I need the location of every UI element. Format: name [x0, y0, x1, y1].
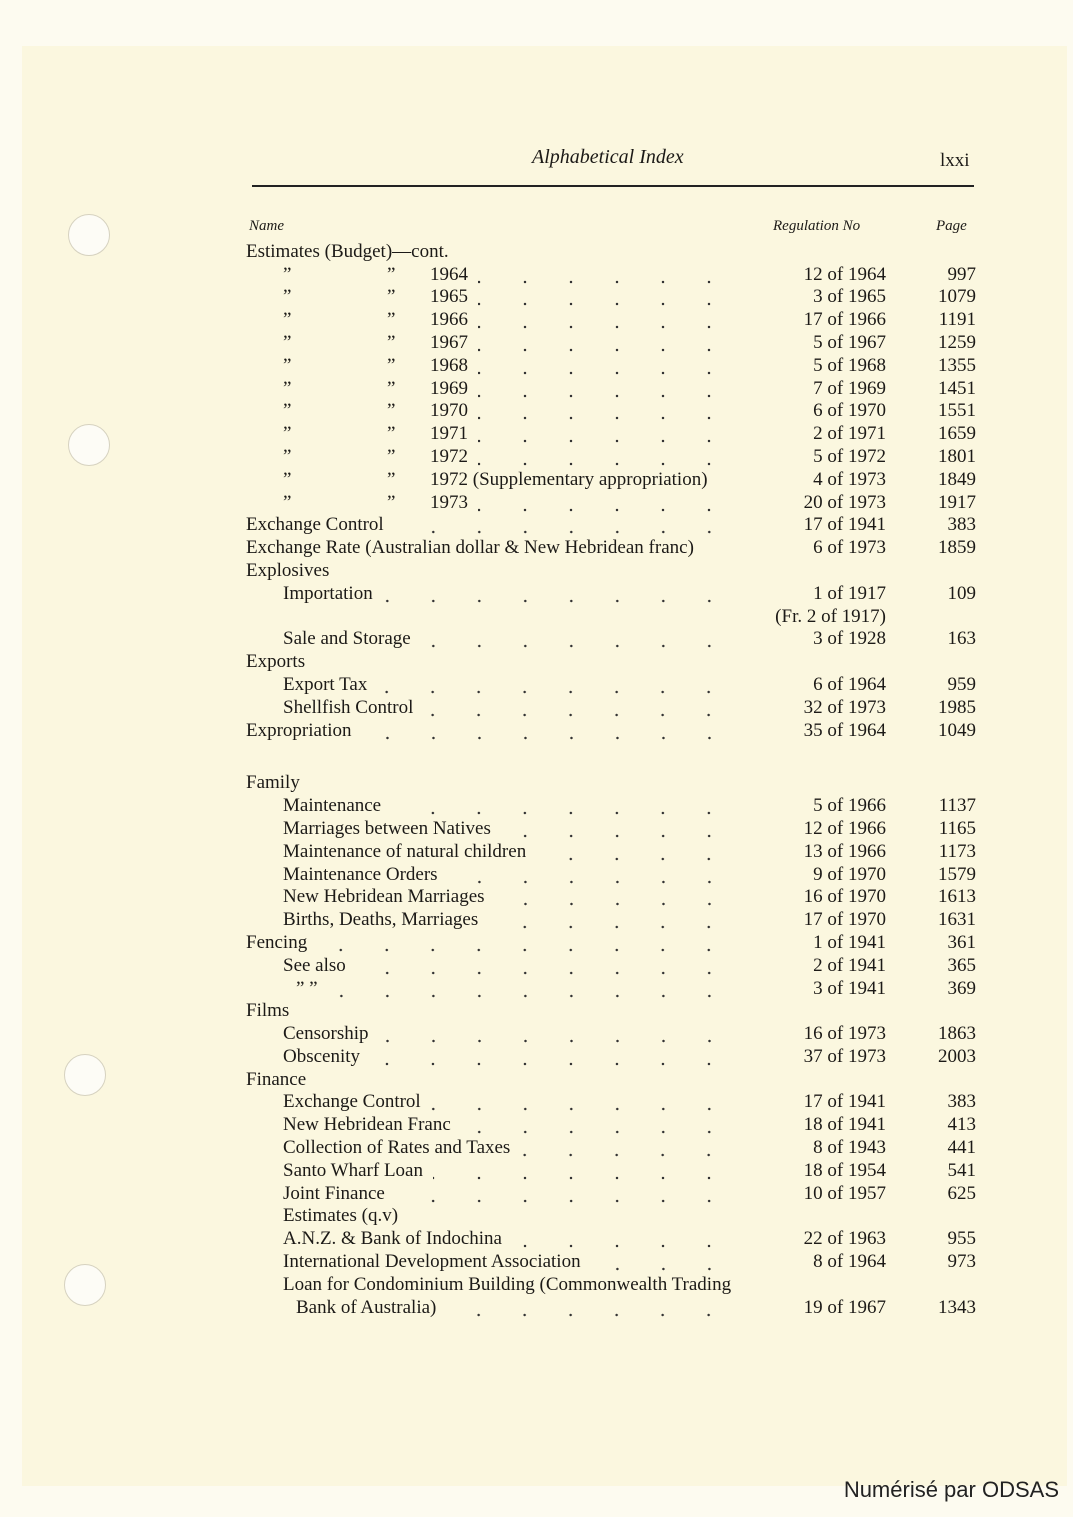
index-entry	[246, 696, 976, 719]
index-entry	[246, 1113, 976, 1136]
entry-name: Importation	[283, 582, 373, 604]
index-entry	[246, 840, 976, 863]
dot-leader	[383, 583, 732, 605]
regulation-number: 1 of 1917	[813, 582, 886, 604]
punch-hole	[68, 424, 110, 466]
ditto-mark: ”	[387, 286, 396, 308]
entry-name: 1971	[430, 423, 468, 445]
regulation-number: 19 of 1967	[803, 1296, 886, 1318]
index-entry	[246, 605, 976, 628]
regulation-number: 16 of 1970	[803, 886, 886, 908]
regulation-number: 17 of 1970	[803, 909, 886, 931]
regulation-number: 6 of 1973	[813, 537, 886, 559]
ditto-mark: ”	[283, 400, 292, 422]
ditto-mark: ”	[283, 286, 292, 308]
page-reference: 1985	[938, 696, 976, 718]
dot-leader	[379, 1023, 733, 1045]
entry-name: A.N.Z. & Bank of Indochina	[283, 1228, 502, 1250]
index-entry	[246, 1022, 976, 1045]
index-entry	[246, 468, 976, 491]
ditto-mark: ”	[283, 491, 292, 513]
regulation-number: 17 of 1966	[803, 309, 886, 331]
ditto-mark: ”	[283, 445, 292, 467]
regulation-number: 3 of 1928	[813, 628, 886, 650]
regulation-number: 5 of 1972	[813, 445, 886, 467]
page-reference: 383	[947, 514, 976, 536]
ditto-mark: ”	[387, 377, 396, 399]
dot-leader	[446, 1297, 732, 1319]
page-reference: 1579	[938, 863, 976, 885]
page-reference: 163	[947, 628, 976, 650]
entry-name: Censorship	[283, 1023, 369, 1045]
entry-name: Finance	[246, 1068, 307, 1090]
page-reference: 1137	[938, 795, 976, 817]
digitization-credit: Numérisé par ODSAS	[843, 1477, 1059, 1502]
entry-name: Joint Finance	[283, 1182, 385, 1204]
page-reference: 1165	[938, 817, 976, 839]
entry-name: Marriages between Natives	[283, 817, 491, 839]
page-reference: 1049	[938, 719, 976, 741]
page-reference: 1863	[938, 1023, 976, 1045]
ditto-mark: ”	[387, 263, 396, 285]
regulation-number: 1 of 1941	[813, 931, 886, 953]
entry-name: 1964	[430, 263, 468, 285]
page-reference: 365	[947, 954, 976, 976]
regulation-number: 18 of 1954	[803, 1159, 886, 1181]
entry-name: Fencing	[246, 931, 308, 953]
punch-hole	[68, 214, 110, 256]
index-entry	[246, 650, 976, 673]
index-entry	[246, 263, 976, 286]
index-entry	[246, 445, 976, 468]
index-entry	[246, 977, 976, 1000]
regulation-number: 2 of 1971	[813, 423, 886, 445]
entry-name: Explosives	[246, 559, 330, 581]
ditto-mark: ”	[387, 423, 396, 445]
entry-name: Expropriation	[246, 719, 352, 741]
entry-name: Collection of Rates and Taxes	[283, 1137, 511, 1159]
dot-leader	[478, 264, 732, 286]
punch-hole	[64, 1264, 106, 1306]
index-entry	[246, 1045, 976, 1068]
regulation-number: 9 of 1970	[813, 863, 886, 885]
dot-leader	[478, 378, 732, 400]
dot-leader	[520, 1137, 732, 1159]
regulation-number: 20 of 1973	[803, 491, 886, 513]
entry-name: Export Tax	[283, 673, 368, 695]
regulation-number: 22 of 1963	[803, 1228, 886, 1250]
index-entry	[246, 331, 976, 354]
regulation-number: 8 of 1964	[813, 1251, 886, 1273]
index-entry	[246, 536, 976, 559]
page-reference: 2003	[938, 1045, 976, 1067]
entry-name: 1973	[430, 491, 468, 513]
dot-leader	[448, 864, 732, 886]
index-entry	[246, 673, 976, 696]
entry-name: Shellfish Control	[283, 696, 414, 718]
page-reference: 997	[947, 263, 976, 285]
page-reference: 625	[947, 1182, 976, 1204]
page-reference: 1173	[938, 840, 976, 862]
entry-name: ” ”	[296, 977, 318, 999]
index-entry	[246, 582, 976, 605]
dot-leader	[423, 697, 732, 719]
dot-leader	[377, 674, 732, 696]
ditto-mark: ”	[387, 309, 396, 331]
dot-leader	[512, 1228, 732, 1250]
regulation-number: 35 of 1964	[803, 719, 886, 741]
index-entry	[246, 817, 976, 840]
ditto-mark: ”	[387, 331, 396, 353]
page-reference: 1343	[938, 1296, 976, 1318]
ditto-mark: ”	[283, 377, 292, 399]
page-reference: 413	[947, 1114, 976, 1136]
punch-hole	[64, 1054, 106, 1096]
entry-name: Exchange Control	[283, 1091, 421, 1113]
entry-name: See also	[283, 954, 346, 976]
regulation-number: 12 of 1964	[803, 263, 886, 285]
page-reference: 383	[947, 1091, 976, 1113]
entry-name: Exports	[246, 651, 306, 673]
entry-name: 1972	[430, 445, 468, 467]
header-rule	[252, 185, 974, 187]
ditto-mark: ”	[387, 491, 396, 513]
dot-leader	[501, 818, 732, 840]
dot-leader	[495, 886, 732, 908]
page-reference: 1849	[938, 468, 976, 490]
regulation-number: 16 of 1973	[803, 1023, 886, 1045]
index-entry	[246, 1000, 976, 1023]
entry-name: Exchange Control	[246, 514, 384, 536]
regulation-number: 3 of 1965	[813, 286, 886, 308]
index-entry	[246, 794, 976, 817]
index-entry	[246, 908, 976, 931]
index-entry	[246, 1136, 976, 1159]
column-header-page: Page	[936, 218, 967, 234]
dot-leader	[433, 1160, 732, 1182]
page-reference: 1659	[938, 423, 976, 445]
entry-name: Films	[246, 1000, 290, 1022]
dot-leader	[370, 1046, 732, 1068]
entry-name: Santo Wharf Loan	[283, 1159, 423, 1181]
ditto-mark: ”	[283, 331, 292, 353]
dot-leader	[536, 841, 732, 863]
index-entry	[246, 1091, 976, 1114]
regulation-number: 3 of 1941	[813, 977, 886, 999]
dot-leader	[478, 446, 732, 468]
regulation-number: 7 of 1969	[813, 377, 886, 399]
entry-name: Loan for Condominium Building (Commonwealth Trading	[283, 1273, 732, 1295]
index-entry	[246, 628, 976, 651]
dot-leader	[478, 309, 732, 331]
index-entry	[246, 1068, 976, 1091]
spacer	[246, 742, 976, 772]
page-reference: 1631	[938, 909, 976, 931]
page-reference: 1859	[938, 537, 976, 559]
regulation-number: 17 of 1941	[803, 1091, 886, 1113]
index-entry	[246, 286, 976, 309]
index-entry	[246, 354, 976, 377]
ditto-mark: ”	[387, 354, 396, 376]
page-reference: 1451	[938, 377, 976, 399]
entry-name: Exchange Rate (Australian dollar & New Hebridean franc)	[246, 537, 694, 559]
entry-name: 1969	[430, 377, 468, 399]
regulation-number: 5 of 1966	[813, 795, 886, 817]
ditto-mark: ”	[387, 445, 396, 467]
page-reference: 361	[947, 931, 976, 953]
index-entry	[246, 240, 976, 263]
page-reference: 369	[947, 977, 976, 999]
entry-name: International Development Association	[283, 1251, 581, 1273]
dot-leader	[394, 514, 732, 536]
entry-name: Bank of Australia)	[296, 1296, 437, 1318]
ditto-mark: ”	[283, 423, 292, 445]
page-reference: 109	[947, 582, 976, 604]
page-reference: 441	[947, 1137, 976, 1159]
entry-name: Obscenity	[283, 1045, 361, 1067]
entry-name: Family	[246, 772, 300, 794]
index-entry	[246, 1250, 976, 1273]
regulation-number: 13 of 1966	[803, 840, 886, 862]
page-reference: 973	[947, 1251, 976, 1273]
page-reference: 1551	[938, 400, 976, 422]
page-number: lxxi	[940, 150, 970, 171]
regulation-number: 17 of 1941	[803, 514, 886, 536]
entry-name: 1972 (Supplementary appropriation)	[430, 468, 708, 490]
ditto-mark: ”	[387, 468, 396, 490]
page-reference: 1801	[938, 445, 976, 467]
dot-leader	[421, 628, 732, 650]
regulation-number: 6 of 1964	[813, 673, 886, 695]
entry-name: 1968	[430, 354, 468, 376]
entry-name: Maintenance Orders	[283, 863, 438, 885]
entry-name: 1965	[430, 286, 468, 308]
dot-leader	[391, 795, 732, 817]
dot-leader	[317, 932, 732, 954]
index-entry	[246, 491, 976, 514]
entry-name: Estimates (q.v)	[283, 1205, 399, 1227]
index-entry	[246, 400, 976, 423]
index-entry	[246, 1273, 976, 1296]
page-reference: 1917	[938, 491, 976, 513]
index-entry	[246, 1159, 976, 1182]
entry-name: Sale and Storage	[283, 628, 411, 650]
dot-leader	[328, 978, 732, 1000]
index-entry	[246, 1296, 976, 1319]
dot-leader	[478, 423, 732, 445]
regulation-number: (Fr. 2 of 1917)	[775, 605, 886, 627]
index-entry	[246, 931, 976, 954]
regulation-number: 8 of 1943	[813, 1137, 886, 1159]
dot-leader	[488, 909, 732, 931]
entry-name: New Hebridean Marriages	[283, 886, 485, 908]
regulation-number: 37 of 1973	[803, 1045, 886, 1067]
index-entry	[246, 954, 976, 977]
index-entry	[246, 377, 976, 400]
running-header: Alphabetical Index	[532, 146, 684, 168]
index-entry	[246, 422, 976, 445]
entry-name: Births, Deaths, Marriages	[283, 909, 479, 931]
index-entry	[246, 772, 976, 795]
dot-leader	[356, 955, 732, 977]
column-header-regulation: Regulation No	[773, 218, 861, 234]
index-entry	[246, 719, 976, 742]
dot-leader	[478, 400, 732, 422]
page-reference: 1079	[938, 286, 976, 308]
regulation-number: 32 of 1973	[803, 696, 886, 718]
index-entry	[246, 1182, 976, 1205]
entry-name: New Hebridean Franc	[283, 1114, 451, 1136]
index-entry	[246, 1227, 976, 1250]
dot-leader	[461, 1114, 732, 1136]
column-header-name: Name	[249, 218, 284, 234]
index-entry	[246, 559, 976, 582]
page-reference: 959	[947, 673, 976, 695]
regulation-number: 2 of 1941	[813, 954, 886, 976]
entry-name: Estimates (Budget)—cont.	[246, 240, 449, 262]
dot-leader	[478, 286, 732, 308]
regulation-number: 18 of 1941	[803, 1114, 886, 1136]
index-entry	[246, 308, 976, 331]
regulation-number: 5 of 1967	[813, 331, 886, 353]
entry-name: Maintenance	[283, 795, 382, 817]
dot-leader	[478, 492, 732, 514]
page-reference: 1613	[938, 886, 976, 908]
regulation-number: 10 of 1957	[803, 1182, 886, 1204]
ditto-mark: ”	[283, 468, 292, 490]
dot-leader	[591, 1251, 732, 1273]
index-entry	[246, 863, 976, 886]
entry-name: 1967	[430, 331, 468, 353]
page-reference: 541	[947, 1159, 976, 1181]
regulation-number: 12 of 1966	[803, 817, 886, 839]
entry-name: 1970	[430, 400, 468, 422]
page-reference: 955	[947, 1228, 976, 1250]
ditto-mark: ”	[283, 354, 292, 376]
dot-leader	[431, 1091, 732, 1113]
entry-name: 1966	[430, 309, 468, 331]
page-reference: 1259	[938, 331, 976, 353]
regulation-number: 5 of 1968	[813, 354, 886, 376]
dot-leader	[478, 332, 732, 354]
index-entries	[246, 240, 976, 1319]
index-entry	[246, 514, 976, 537]
ditto-mark: ”	[387, 400, 396, 422]
ditto-mark: ”	[283, 263, 292, 285]
page-reference: 1191	[938, 309, 976, 331]
index-entry	[246, 1205, 976, 1228]
regulation-number: 6 of 1970	[813, 400, 886, 422]
page-reference: 1355	[938, 354, 976, 376]
index-entry	[246, 886, 976, 909]
ditto-mark: ”	[283, 309, 292, 331]
dot-leader	[395, 1183, 732, 1205]
dot-leader	[478, 355, 732, 377]
dot-leader	[362, 720, 732, 742]
regulation-number: 4 of 1973	[813, 468, 886, 490]
entry-name: Maintenance of natural children	[283, 840, 527, 862]
